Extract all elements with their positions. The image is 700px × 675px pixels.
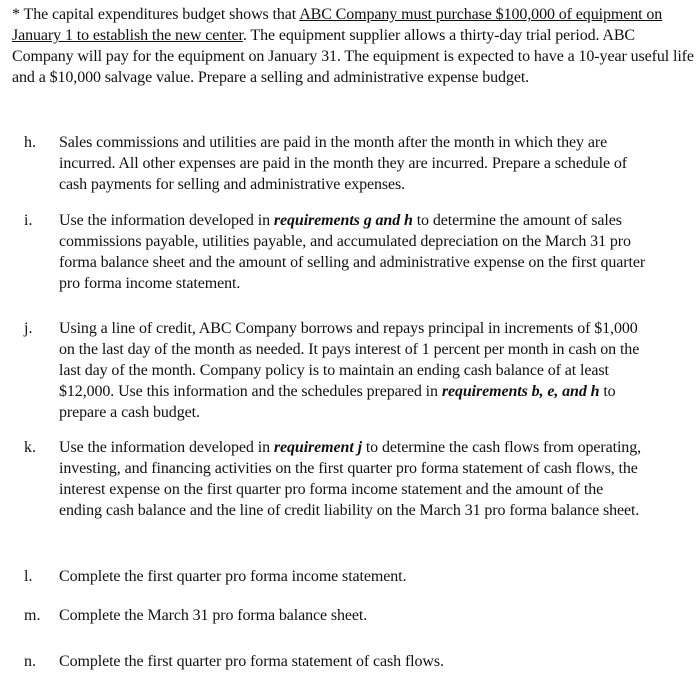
requirement-text-segment: Using a line of credit, ABC Company borrows and repays principal in increments of $1,000 on the last day of the month as needed. It pays interest of 1 percent per month in cash on the last day of the month. Company policy is to maintain an ending cash balance of at least $12,000. Use this information and the schedules prepared in <box>59 320 640 400</box>
requirement-letter: l. <box>24 568 33 585</box>
intro-text-start: The capital expenditures budget shows that <box>23 6 297 23</box>
requirement-text <box>59 210 649 294</box>
requirement-letter: n. <box>24 653 36 670</box>
intro-paragraph <box>12 4 698 88</box>
requirement-reference: requirements g and h <box>273 212 413 229</box>
requirement-text <box>59 605 649 626</box>
requirement-text <box>59 318 649 423</box>
requirement-text <box>59 651 649 672</box>
footnote-star: * <box>12 6 20 23</box>
requirement-text-segment: Complete the first quarter pro forma statement of cash flows. <box>59 653 444 670</box>
requirement-letter: j. <box>24 320 33 337</box>
requirement-text-segment: Use the information developed in <box>59 212 274 229</box>
requirement-text-segment: to determine the amount of sales commissions payable, utilities payable, and accumulated depreciation on the March 31 pro forma balance sheet and the amount of selling and administrative expense on the first quarter pro forma income statement. <box>59 212 646 292</box>
requirement-text <box>59 566 649 587</box>
intro-underlined-text: ABC Company must purchase $100,000 of equipment on January 1 to establish the new center <box>12 6 663 44</box>
requirement-reference: requirements b, e, and h <box>441 383 600 400</box>
requirement-letter: i. <box>24 212 33 229</box>
requirement-letter: k. <box>24 439 36 456</box>
requirement-text-segment: Complete the first quarter pro forma income statement. <box>59 568 407 585</box>
requirement-text-segment: Use the information developed in <box>59 439 274 456</box>
requirement-text <box>59 132 649 195</box>
requirement-text-segment: Complete the March 31 pro forma balance sheet. <box>59 607 368 624</box>
requirement-reference: requirement j <box>273 439 362 456</box>
intro-text-end: . The equipment supplier allows a thirty-day trial period. ABC Company will pay for the equipment on January 31. The equipment is expected to have a 10-year useful life and a $10,000 salvage value. Prepare a selling and administrative expense budget. <box>12 27 694 86</box>
requirement-text-segment: to prepare a cash budget. <box>59 383 616 421</box>
requirement-text-segment: to determine the cash flows from operating, investing, and financing activities on the first quarter pro forma statement of cash flows, the interest expense on the first quarter pro forma income statement and the amount of the ending cash balance and the line of credit liability on the March 31 pro forma balance sheet. <box>59 439 641 519</box>
requirement-letter: h. <box>24 134 36 151</box>
requirement-text-segment: Sales commissions and utilities are paid in the month after the month in which they are incurred. All other expenses are paid in the month they are incurred. Prepare a schedule of cash payments for selling and administrative expenses. <box>59 134 628 193</box>
requirement-letter: m. <box>24 607 41 624</box>
requirement-text <box>59 437 649 521</box>
